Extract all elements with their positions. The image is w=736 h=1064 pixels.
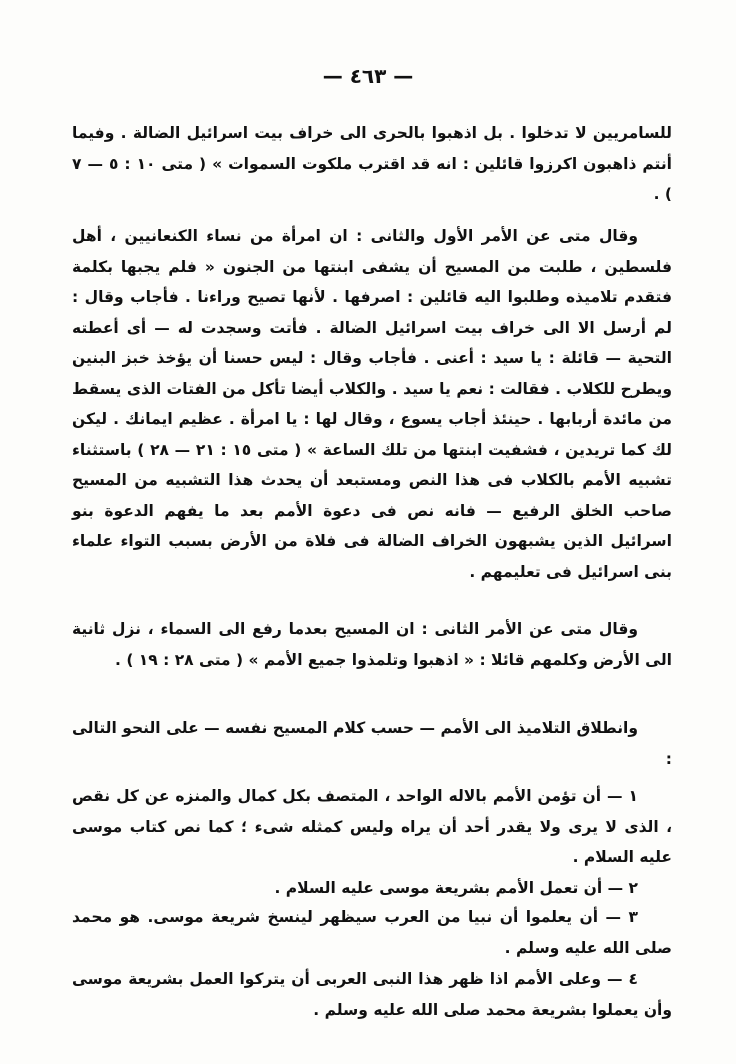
list-item-3-text: ٣ — أن يعلموا أن نبيا من العرب سيظهر لينسخ شريعة موسى. هو محمد صلى الله عليه وسلم . [72,908,672,957]
paragraph-2-text: وقال متى عن الأمر الأول والثانى : ان امرأة من نساء الكنعانيين ، أهل فلسطين ، طلبت من المسيح أن يشفى ابنتها من الجنون « فلم يجبها بكلمة فتقدم تلاميذه وطلبوا اليه قائلين : اصرفها . لأنها تصيح وراءنا . فأجاب وقال : لم أرسل الا الى خراف بيت اسرائيل الضالة . فأتت وسجدت له — أى أعطته التحية — قائلة : يا سيد : أعنى . فأجاب وقال : ليس حسنا أن يؤخذ خبز البنين ويطرح للكلاب . فقالت : نعم يا سيد . والكلاب أيضا تأكل من الفتات الذى يسقط من مائدة أربابها . حينئذ أجاب يسوع ، وقال لها : يا امرأة . عظيم ايمانك . ليكن لك كما تريدين ، فشفيت ابنتها من تلك الساعة » ( متى ١٥ : ٢١ — ٢٨ ) باستثناء تشبيه الأمم بالكلاب فى هذا النص ومستبعد أن يحدث هذا التشبيه من المسيح صاحب الخلق الرفيع — فانه نص فى دعوة الأمم بعد ما يفهم الدعوة بنو اسرائيل الذين يشبهون الخراف الضالة فى فلاة من الأرض بسبب التواء علماء بنى اسرائيل فى تعليمهم . [72,227,672,581]
paragraph-3 [72,614,672,675]
list-item-2-text: ٢ — أن تعمل الأمم بشريعة موسى عليه السلام . [274,879,638,897]
paragraph-1-text: للسامريين لا تدخلوا . بل اذهبوا بالحرى الى خراف بيت اسرائيل الضالة . وفيما أنتم ذاهبون اكرزوا قائلين : انه قد اقترب ملكوت السموات » ( متى ١٠ : ٥ — ٧ ) . [72,124,673,203]
list-item-3 [72,902,672,963]
paragraph-2 [72,221,672,587]
paragraph-4 [72,713,672,774]
list-item-4-text: ٤ — وعلى الأمم اذا ظهر هذا النبى العربى أن يتركوا العمل بشريعة موسى وأن يعملوا بشريعة محمد صلى الله عليه وسلم . [72,970,672,1019]
list-item-1-text: ١ — أن تؤمن الأمم بالاله الواحد ، المتصف بكل كمال والمنزه عن كل نقص ، الذى لا يرى ولا يقدر أحد أن يراه وليس كمثله شىء ؛ كما نص كتاب موسى عليه السلام . [72,787,672,866]
list-item-2 [72,873,672,904]
paragraph-1 [72,118,672,210]
list-item-1 [72,781,672,873]
page-number: — ٤٦٣ — [322,64,414,88]
list-item-4 [72,964,672,1025]
paragraph-4-text: وانطلاق التلاميذ الى الأمم — حسب كلام المسيح نفسه — على النحو التالى : [72,719,672,768]
paragraph-3-text: وقال متى عن الأمر الثانى : ان المسيح بعدما رفع الى السماء ، نزل ثانية الى الأرض وكلمهم قائلا : « اذهبوا وتلمذوا جميع الأمم » ( متى ٢٨ : ١٩ ) . [72,620,672,669]
